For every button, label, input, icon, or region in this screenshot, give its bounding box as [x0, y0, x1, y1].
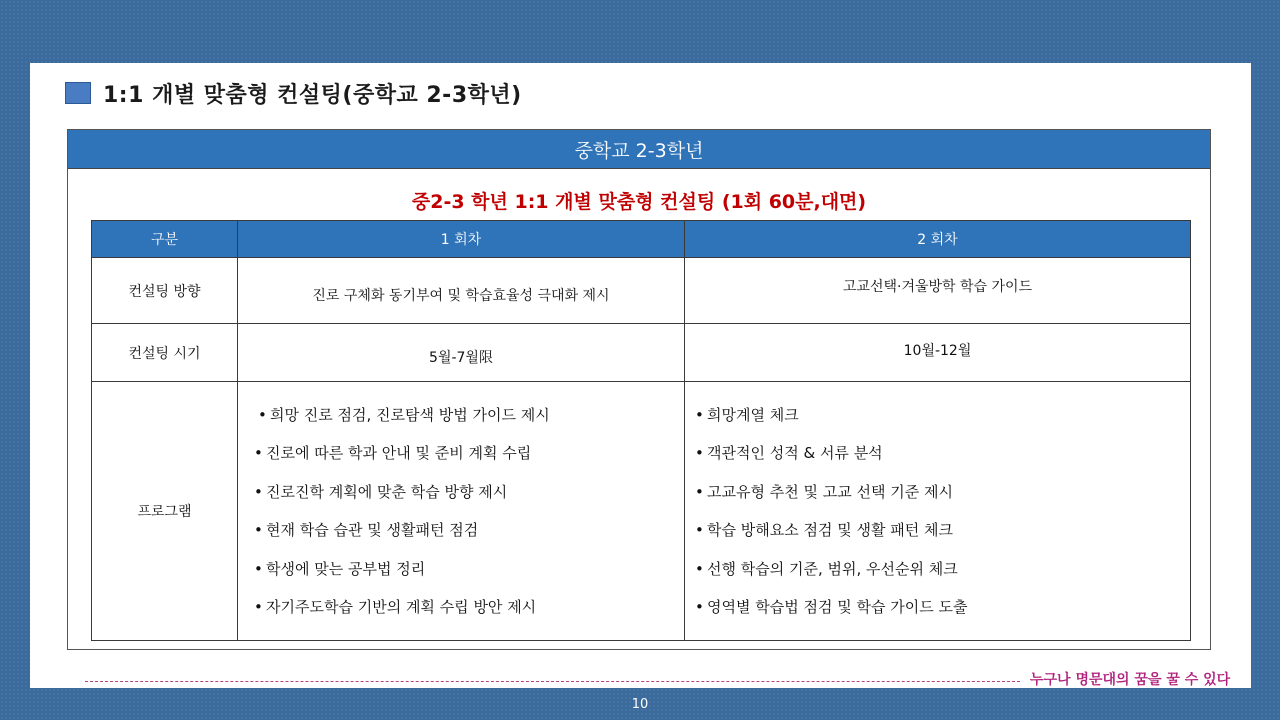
- bullet-icon: •: [695, 559, 704, 578]
- header-session-2: 2 회차: [685, 221, 1191, 258]
- list-item: • 고교유형 추천 및 고교 선택 기준 제시: [695, 473, 1190, 512]
- footer-divider: [85, 681, 1020, 682]
- list-item: • 학생에 맞는 공부법 정리: [254, 550, 684, 589]
- bullet-icon: •: [254, 598, 263, 616]
- page-number: 10: [631, 697, 649, 712]
- header-category: 구분: [92, 221, 238, 258]
- program-session-2: [685, 382, 1191, 641]
- list-item: • 진로에 따른 학과 안내 및 준비 계획 수립: [254, 434, 684, 473]
- list-item: • 영역별 학습법 점검 및 학습 가이드 도출: [695, 588, 1190, 627]
- program-session-1: [238, 382, 685, 641]
- header-session-1: 1 회차: [238, 221, 685, 258]
- timing-session-1: 5월-7월限: [238, 324, 685, 382]
- program-list-session-1: [238, 396, 684, 627]
- footer-slogan: 누구나 명문대의 꿈을 꿀 수 있다: [1030, 672, 1231, 688]
- row-label-timing: 컨설팅 시기: [92, 324, 238, 382]
- table-row-program: [92, 382, 1191, 641]
- program-list-session-2: [685, 396, 1190, 627]
- timing-session-2: 10월-12월: [685, 324, 1191, 382]
- slide: [30, 63, 1251, 688]
- bullet-icon: •: [695, 482, 704, 501]
- list-item: • 진로진학 계획에 맞춘 학습 방향 제시: [254, 473, 684, 512]
- bullet-icon: •: [258, 405, 267, 424]
- list-item: • 현재 학습 습관 및 생활패턴 점검: [254, 511, 684, 550]
- bullet-icon: •: [695, 521, 704, 539]
- bullet-icon: •: [254, 444, 263, 462]
- bullet-icon: •: [254, 482, 263, 501]
- list-item: • 선행 학습의 기준, 범위, 우선순위 체크: [695, 550, 1190, 589]
- table-header-row: [92, 221, 1191, 258]
- heading-text: 1:1 개별 맞춤형 컨설팅(중학교 2-3학년): [103, 82, 522, 108]
- list-item: • 희망계열 체크: [695, 396, 1190, 435]
- table-row-direction: [92, 258, 1191, 324]
- panel-header: 중학교 2-3학년: [68, 130, 1210, 169]
- table-row-timing: [92, 324, 1191, 382]
- list-item: • 희망 진로 점검, 진로탐색 방법 가이드 제시: [254, 396, 684, 435]
- consulting-panel: [67, 129, 1211, 650]
- bullet-icon: •: [695, 405, 704, 424]
- direction-session-1: 진로 구체화 동기부여 및 학습효율성 극대화 제시: [238, 258, 685, 324]
- panel-subtitle: 중2-3 학년 1:1 개별 맞춤형 컨설팅 (1회 60분,대면): [411, 191, 867, 213]
- list-item: • 학습 방해요소 점검 및 생활 패턴 체크: [695, 511, 1190, 550]
- row-label-program: 프로그램: [92, 382, 238, 641]
- direction-session-2: 고교선택·겨울방학 학습 가이드: [685, 258, 1191, 324]
- bullet-icon: •: [254, 559, 263, 578]
- bullet-icon: •: [254, 521, 263, 539]
- row-label-direction: 컨설팅 방향: [92, 258, 238, 324]
- slide-heading: [65, 79, 522, 107]
- consulting-table: [91, 220, 1191, 641]
- bullet-icon: •: [695, 598, 704, 616]
- list-item: • 자기주도학습 기반의 계획 수립 방안 제시: [254, 588, 684, 627]
- bullet-icon: •: [695, 444, 704, 462]
- list-item: • 객관적인 성적 & 서류 분석: [695, 434, 1190, 473]
- square-bullet-icon: [65, 82, 91, 104]
